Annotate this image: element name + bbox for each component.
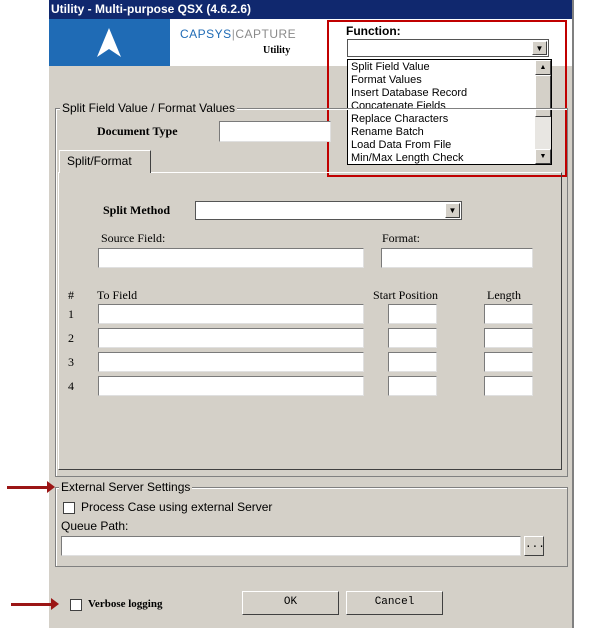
brand-separator: |: [231, 27, 236, 41]
window-title: Utility - Multi-purpose QSX (4.6.2.6): [51, 2, 252, 16]
source-field-label: Source Field:: [101, 231, 166, 245]
function-option[interactable]: Format Values: [351, 74, 422, 86]
brand-right: CAPTURE: [235, 27, 297, 41]
chevron-down-icon[interactable]: ▼: [445, 203, 460, 218]
queue-path-label: Queue Path:: [61, 519, 129, 533]
format-label: Format:: [382, 231, 420, 245]
browse-button[interactable]: ...: [524, 536, 544, 556]
column-number-header: #: [68, 288, 74, 302]
document-type-field[interactable]: [219, 121, 331, 142]
brand-left: CAPSYS: [180, 27, 232, 41]
queue-path-input[interactable]: [61, 536, 521, 556]
arrow-logo-icon: [49, 19, 170, 66]
start-position-input[interactable]: [388, 304, 437, 324]
start-position-input[interactable]: [388, 376, 437, 396]
format-input[interactable]: [381, 248, 533, 268]
length-input[interactable]: [484, 304, 533, 324]
process-external-checkbox[interactable]: [63, 502, 75, 514]
to-field-input[interactable]: [98, 352, 364, 372]
row-number: 2: [68, 331, 74, 345]
cancel-button[interactable]: Cancel: [346, 591, 443, 615]
ok-button[interactable]: OK: [242, 591, 339, 615]
column-to-field-header: To Field: [97, 288, 138, 302]
to-field-input[interactable]: [98, 328, 364, 348]
annotation-arrow-icon: [7, 486, 48, 489]
annotation-arrow-icon: [11, 603, 52, 606]
scroll-down-icon[interactable]: ▼: [535, 149, 551, 164]
verbose-logging-label: Verbose logging: [88, 598, 163, 610]
brand-subtitle: Utility: [263, 45, 291, 56]
function-option[interactable]: Replace Characters: [351, 113, 449, 125]
function-option[interactable]: Split Field Value: [351, 61, 430, 73]
row-number: 3: [68, 355, 74, 369]
verbose-logging-checkbox[interactable]: [70, 599, 82, 611]
process-external-label: Process Case using external Server: [81, 500, 273, 514]
split-method-label: Split Method: [103, 203, 171, 217]
function-label: Function:: [346, 24, 401, 38]
length-input[interactable]: [484, 352, 533, 372]
to-field-input[interactable]: [98, 376, 364, 396]
column-start-position-header: Start Position: [373, 288, 439, 302]
start-position-input[interactable]: [388, 352, 437, 372]
length-input[interactable]: [484, 328, 533, 348]
scroll-up-icon[interactable]: ▲: [535, 60, 551, 75]
document-type-label: Document Type: [97, 124, 178, 138]
function-option[interactable]: Load Data From File: [351, 139, 452, 151]
start-position-input[interactable]: [388, 328, 437, 348]
chevron-down-icon[interactable]: ▼: [532, 41, 547, 55]
tab-split-format[interactable]: Split/Format: [59, 150, 151, 173]
split-method-dropdown[interactable]: [195, 201, 462, 220]
function-option[interactable]: Concatenate Fields: [351, 100, 446, 112]
function-option[interactable]: Rename Batch: [351, 126, 424, 138]
logo: [49, 19, 170, 66]
column-length-header: Length: [487, 288, 521, 302]
source-field-input[interactable]: [98, 248, 364, 268]
title-bar[interactable]: [49, 0, 572, 19]
length-input[interactable]: [484, 376, 533, 396]
external-group-title: External Server Settings: [61, 480, 191, 494]
split-group-title: Split Field Value / Format Values: [62, 101, 235, 115]
row-number: 4: [68, 379, 74, 393]
row-number: 1: [68, 307, 74, 321]
to-field-input[interactable]: [98, 304, 364, 324]
function-option[interactable]: Min/Max Length Check: [351, 152, 464, 164]
function-option[interactable]: Insert Database Record: [351, 87, 468, 99]
brand-name: [180, 27, 296, 41]
